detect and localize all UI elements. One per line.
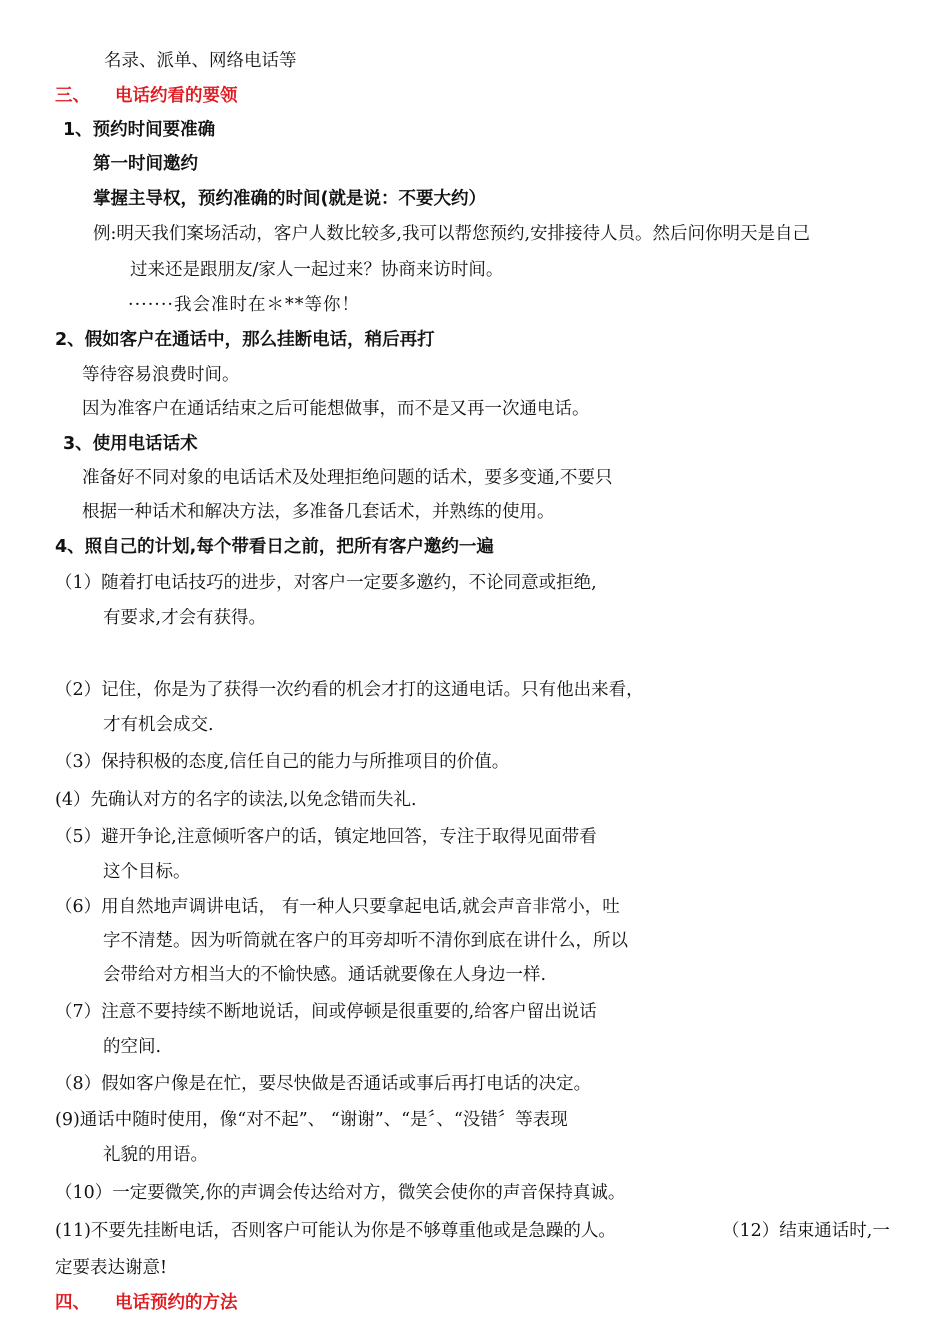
list-item-continuation: 有要求,才会有获得。 [103,608,267,628]
section-number: 三、 [55,86,90,106]
section-heading-3 [55,84,238,108]
text-line-bold: 第一时间邀约 [93,154,198,174]
section-title: 电话预约的方法 [115,1293,238,1313]
list-item: （2）记住，你是为了获得一次约看的机会才打的这通电话。只有他出来看， [55,680,644,700]
list-item: （10）一定要微笑,你的声调会传达给对方，微笑会使你的声音保持真诚。 [55,1183,626,1203]
list-item-continuation: 这个目标。 [103,862,191,882]
subheading-4: 4、照自己的计划,每个带看日之前，把所有客户邀约一遍 [55,537,494,557]
list-item: （6）用自然地声调讲电话， 有一种人只要拿起电话,就会声音非常小，吐 [55,897,620,917]
text-line: 准备好不同对象的电话话术及处理拒绝问题的话术，要多变通,不要只 [82,468,613,488]
list-item: （1）随着打电话技巧的进步，对客户一定要多邀约，不论同意或拒绝, [55,573,597,593]
subheading-3: 3、使用电话话术 [63,434,198,454]
list-item-continuation: 字不清楚。因为听筒就在客户的耳旁却听不清你到底在讲什么，所以 [103,931,628,951]
section-number: 四、 [55,1293,90,1313]
list-item: （12）结束通话时,一 [722,1221,890,1241]
section-heading-4 [55,1291,238,1315]
list-item: （7）注意不要持续不断地说话，间或停顿是很重要的,给客户留出说话 [55,1002,597,1022]
text-line: ·······我会准时在＊**等你！ [128,295,360,315]
list-item: （8）假如客户像是在忙，要尽快做是否通话或事后再打电话的决定。 [55,1074,592,1094]
text-line: 过来还是跟朋友/家人一起过来？协商来访时间。 [130,260,504,280]
list-item-continuation: 的空间. [103,1037,162,1057]
text-line: 根据一种话术和解决方法，多准备几套话术，并熟练的使用。 [82,502,555,522]
text-line-bold: 掌握主导权，预约准确的时间(就是说：不要大约） [93,189,486,209]
list-item: (4）先确认对方的名字的读法,以免念错而失礼. [55,790,417,810]
list-item: (9)通话中随时使用，像“对不起”、 “谢谢”、“是〞、“没错〞等表现 [55,1110,568,1130]
text-line: 名录、派单、网络电话等 [104,51,297,71]
list-item-continuation: 定要表达谢意! [55,1258,168,1278]
subheading-2: 2、假如客户在通话中，那么挂断电话，稍后再打 [55,330,435,350]
list-item-continuation: 会带给对方相当大的不愉快感。通话就要像在人身边一样. [103,965,547,985]
list-item-continuation: 礼貌的用语。 [103,1145,208,1165]
subheading-1: 1、预约时间要准确 [63,120,216,140]
list-item-continuation: 才有机会成交. [103,715,214,735]
text-line: 等待容易浪费时间。 [82,365,240,385]
text-line: 例:明天我们案场活动，客户人数比较多,我可以帮您预约,安排接待人员。然后问你明天是自己 [93,224,811,244]
section-title: 电话约看的要领 [115,86,238,106]
list-item: （5）避开争论,注意倾听客户的话，镇定地回答，专注于取得见面带看 [55,827,597,847]
list-item: (11)不要先挂断电话，否则客户可能认为你是不够尊重他或是急躁的人。 [55,1221,616,1241]
list-item: （3）保持积极的态度,信任自己的能力与所推项目的价值。 [55,752,510,772]
text-line: 因为准客户在通话结束之后可能想做事，而不是又再一次通电话。 [82,399,590,419]
